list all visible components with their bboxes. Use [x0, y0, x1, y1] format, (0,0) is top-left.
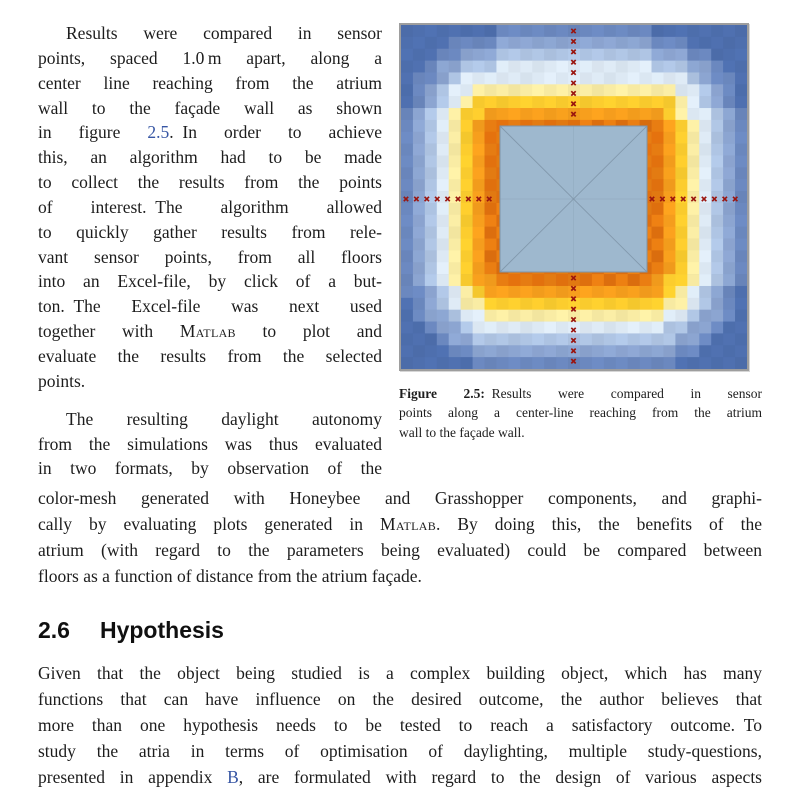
text-line: cally by evaluating plots generated in Matlab. By doing this, the benefits of the — [38, 514, 762, 535]
section-title: Hypothesis — [99, 617, 224, 644]
section-heading — [38, 613, 762, 647]
text-line: vant sensor points, from all floors — [38, 246, 382, 267]
text-line: center line reaching from the atrium — [38, 72, 382, 93]
text-line: Results were compared in sensor — [66, 23, 382, 43]
text-line: to quickly gather results from rele- — [38, 221, 382, 242]
figure-column — [399, 21, 762, 442]
colormesh-svg — [401, 25, 747, 369]
text-line: into an Excel-file, by click of a but- — [38, 271, 382, 292]
text-line: this, an algorithm had to be made — [38, 147, 382, 168]
figure-2-5-ref-link[interactable]: 2.5 — [147, 122, 170, 143]
text-line: points along a center-line reaching from the atrium — [399, 405, 762, 421]
atrium-mesh-lines — [500, 126, 647, 272]
text-line: more than one hypothesis needs to be tested to reach a satisfactory outcome. To — [38, 715, 762, 736]
text-line: ton. The Excel-file was next used — [38, 296, 382, 317]
text-line: together with Matlab to plot and — [38, 321, 382, 342]
text-line: floors as a function of distance from the atrium façade. — [38, 566, 422, 587]
appendix-b-link[interactable]: B — [227, 767, 239, 788]
top-row — [38, 21, 762, 481]
text-line: points. — [38, 370, 86, 391]
section-number: 2.6 — [38, 617, 70, 644]
text-line: presented in appendix B, are formulated with regard to the design of various aspects — [38, 767, 762, 788]
paragraph-daylight-autonomy — [38, 407, 382, 482]
text-line: study the atria in terms of optimisation of daylighting, multiple study-questions, — [38, 741, 762, 762]
text-line: color-mesh generated with Honeybee and Grasshopper components, and graphi- — [38, 488, 762, 509]
text-line: functions that can have influence on the desired outcome, the author believes that — [38, 689, 762, 710]
paragraph-hypothesis — [38, 660, 762, 790]
paragraph-daylight-autonomy-continued — [38, 485, 762, 589]
text-line: atrium (with regard to the parameters being evaluated) could be compared between — [38, 540, 762, 561]
text-line: wall to the façade wall. — [399, 424, 525, 440]
bold-text: Figure 2.5: — [399, 386, 485, 401]
text-line: from the simulations was thus evaluated — [38, 433, 382, 454]
text-line: Figure 2.5: Results were compared in sensor — [399, 386, 762, 401]
text-line: points, spaced 1.0 m apart, along a — [38, 47, 382, 68]
text-line: wall to the façade wall as shown — [38, 97, 382, 118]
figure-2-5-colormesh-image — [399, 23, 749, 371]
text-line: The resulting daylight autonomy — [66, 408, 382, 429]
smallcaps-text: Matlab — [179, 321, 236, 342]
text-line: evaluate the results from the selected — [38, 345, 382, 366]
text-line: of interest. The algorithm allowed — [38, 196, 382, 217]
paragraph-sensor-points — [38, 21, 382, 394]
text-line: in figure 2.5. In order to achieve — [38, 122, 382, 143]
figure-caption — [399, 384, 762, 442]
text-column — [38, 21, 382, 481]
text-line: in two formats, by observation of the — [38, 458, 382, 479]
text-line: to collect the results from the points — [38, 172, 382, 193]
smallcaps-text: Matlab — [379, 514, 437, 535]
text-line: Given that the object being studied is a complex building object, which has many — [38, 663, 762, 684]
